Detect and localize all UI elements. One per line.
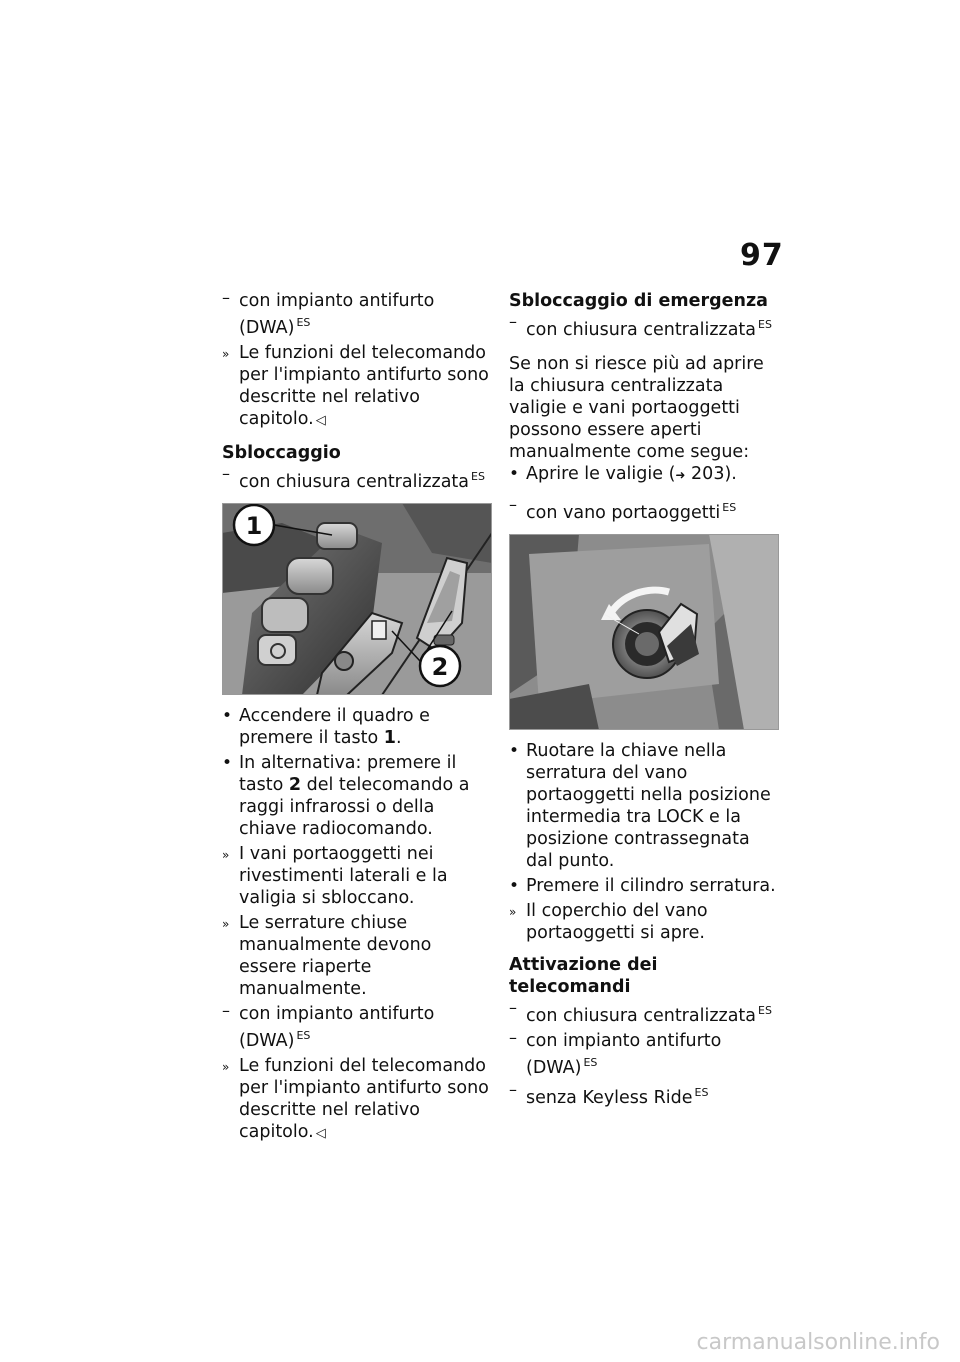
- step-text: In alternativa: premere il tasto: [239, 753, 457, 795]
- condition-text: con vano portaoggetti: [526, 503, 721, 523]
- dash-marker: –: [222, 1001, 230, 1020]
- condition-text: con impianto antifurto: [239, 1004, 435, 1024]
- step-item: [509, 740, 779, 872]
- condition-item: [509, 1000, 779, 1027]
- result-marker: »: [222, 917, 230, 931]
- es-superscript: ES: [758, 318, 772, 331]
- section-heading: Attivazione dei telecomandi: [509, 955, 658, 997]
- end-of-section-icon: ◁: [315, 413, 326, 428]
- dash-marker: –: [509, 312, 517, 331]
- step-text: 203).: [691, 464, 737, 484]
- condition-text: (DWA): [239, 1031, 295, 1051]
- condition-text: con chiusura centralizzata: [239, 472, 470, 492]
- condition-text: con impianto antifurto: [526, 1031, 722, 1051]
- step-text: .: [395, 728, 402, 748]
- bullet-marker: •: [222, 753, 233, 773]
- step-item: [222, 752, 492, 840]
- step-text: Premere il cilindro serratura.: [526, 876, 776, 896]
- result-item: [222, 342, 492, 432]
- step-text: Aprire le valigie (: [526, 464, 676, 484]
- dash-marker: –: [509, 1028, 517, 1047]
- result-item: [509, 900, 779, 944]
- bullet-marker: •: [509, 741, 520, 761]
- section-heading: Sbloccaggio: [222, 443, 341, 463]
- dash-marker: –: [509, 998, 517, 1017]
- result-marker: »: [509, 905, 517, 919]
- bullet-marker: •: [509, 464, 520, 484]
- condition-text: senza Keyless Ride: [526, 1088, 693, 1108]
- figure-callout-2: 2: [431, 653, 449, 681]
- condition-item: [222, 466, 492, 493]
- es-superscript: ES: [583, 1056, 598, 1069]
- step-text: Ruotare la chiave nella serratura del vano portaoggetti nella posizione intermedia tra LOCK e la posizione contrassegnata dal punto.: [526, 741, 771, 871]
- figure-callout-1: 1: [245, 512, 263, 540]
- result-item: [222, 912, 492, 1000]
- handlebar-switch-illustration: [222, 503, 492, 695]
- condition-item: [222, 290, 492, 339]
- watermark: carmanualsonline.info: [696, 1330, 940, 1355]
- condition-item: [509, 1030, 779, 1079]
- step-text: Accendere il quadro e premere il tasto: [239, 706, 430, 748]
- page-number: 97: [740, 238, 784, 273]
- condition-text: con chiusura centralizzata: [526, 1006, 757, 1026]
- lock-cylinder-illustration: [509, 534, 779, 730]
- condition-item: [509, 314, 779, 341]
- dash-marker: –: [509, 495, 517, 514]
- result-text: Le funzioni del telecomando per l'impianto antifurto sono descritte nel relativo capitolo.: [239, 343, 489, 429]
- es-superscript: ES: [722, 501, 737, 514]
- condition-text: con impianto antifurto: [239, 291, 435, 311]
- dash-marker: –: [509, 1080, 517, 1099]
- page-reference-arrow-icon: ➜: [675, 468, 686, 482]
- figure-handlebar-switch-and-key: [222, 503, 492, 695]
- end-of-section-icon: ◁: [315, 1126, 326, 1141]
- paragraph: Se non si riesce più ad aprire la chiusura centralizzata valigie e vani portaoggetti possono essere aperti manualmente come segue:: [509, 354, 764, 462]
- figure-storage-compartment-lock: [509, 534, 779, 730]
- result-marker: »: [222, 848, 230, 862]
- bullet-marker: •: [222, 706, 233, 726]
- condition-item: [222, 1003, 492, 1052]
- step-reference-number: 1: [383, 728, 396, 748]
- condition-text: (DWA): [239, 318, 295, 338]
- result-text: Le funzioni del telecomando per l'impianto antifurto sono descritte nel relativo capitolo.: [239, 1056, 489, 1142]
- result-marker: »: [222, 1060, 230, 1074]
- result-marker: »: [222, 347, 230, 361]
- step-item: [509, 875, 779, 897]
- condition-text: con chiusura centralizzata: [526, 320, 757, 340]
- condition-item: [509, 1082, 779, 1109]
- result-item: [222, 1055, 492, 1145]
- es-superscript: ES: [758, 1004, 772, 1017]
- step-text: del telecomando a raggi infrarossi o della chiave radiocomando.: [239, 775, 470, 839]
- step-item: [222, 705, 492, 749]
- right-column: [509, 290, 779, 1112]
- dash-marker: –: [222, 288, 230, 307]
- es-superscript: ES: [296, 316, 311, 329]
- result-text: Le serrature chiuse manualmente devono essere riaperte manualmente.: [239, 913, 432, 999]
- result-text: Il coperchio del vano portaoggetti si apre.: [526, 901, 708, 943]
- es-superscript: ES: [471, 470, 485, 483]
- result-item: [222, 843, 492, 909]
- left-column: [222, 290, 492, 1148]
- es-superscript: ES: [296, 1029, 311, 1042]
- dash-marker: –: [222, 464, 230, 483]
- bullet-marker: •: [509, 876, 520, 896]
- result-text: I vani portaoggetti nei rivestimenti laterali e la valigia si sbloccano.: [239, 844, 448, 908]
- step-reference-number: 2: [288, 775, 302, 795]
- condition-text: (DWA): [526, 1058, 582, 1078]
- es-superscript: ES: [694, 1086, 709, 1099]
- step-item: [509, 463, 779, 486]
- condition-item: [509, 497, 779, 524]
- section-heading: Sbloccaggio di emergenza: [509, 291, 768, 311]
